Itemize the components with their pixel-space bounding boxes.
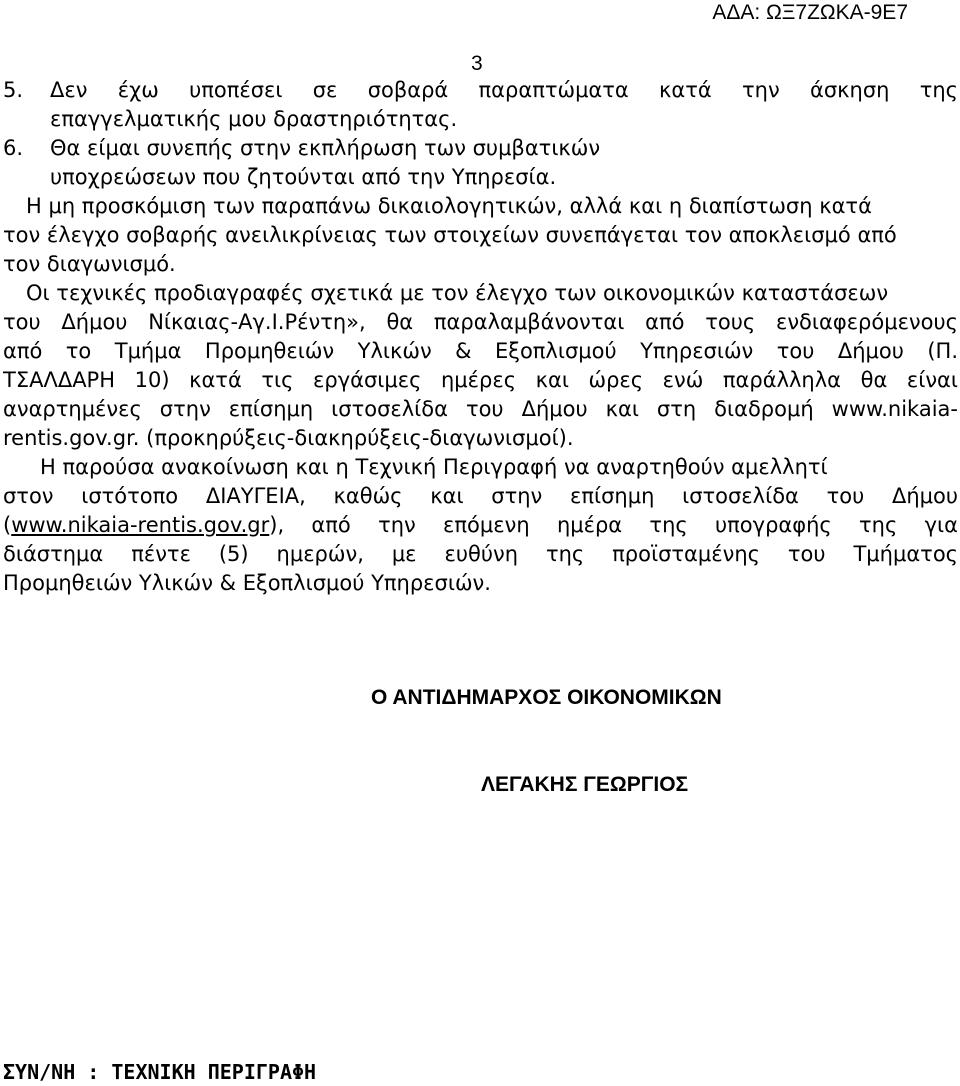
list-item-5-cont: επαγγελματικής μου δραστηριότητας. — [50, 107, 458, 131]
paragraph-line: στον ιστότοπο ΔΙΑΥΓΕΙΑ, καθώς και στην επίσημη ιστοσελίδα του Δήμου — [3, 484, 958, 508]
paren-open: ( — [3, 513, 12, 537]
paragraph-exclusion — [3, 192, 958, 279]
list-item-text: Θα είμαι συνεπής στην εκπλήρωση των συμβατικών — [50, 136, 601, 160]
list-item-number: 5. — [3, 78, 24, 102]
paragraph-specs — [3, 279, 958, 453]
list-item-text: Δεν έχω υποπέσει σε σοβαρά παραπτώματα κατά την άσκηση της — [50, 78, 958, 102]
paragraph-line: τον διαγωνισμό. — [3, 252, 176, 276]
list-item-6-cont: υποχρεώσεων που ζητούνται από την Υπηρεσία. — [50, 165, 557, 189]
paragraph-line: Η παρούσα ανακοίνωση και η Τεχνική Περιγραφή να αναρτηθούν αμελλητί — [40, 455, 828, 479]
link-trailing-text: ), από την επόμενη ημέρα της υπογραφής της για — [269, 513, 958, 537]
paragraph-line: αναρτημένες στην επίσημη ιστοσελίδα του Δήμου και στη διαδρομή www.nikaia- — [3, 397, 958, 421]
paragraph-publication — [3, 453, 958, 598]
signatory-title: Ο ΑΝΤΙΔΗΜΑΡΧΟΣ ΟΙΚΟΝΟΜΙΚΩΝ — [371, 686, 722, 709]
paragraph-line: Οι τεχνικές προδιαγραφές σχετικά με τον έλεγχο των οικονομικών καταστάσεων — [26, 281, 889, 305]
signatory-name: ΛΕΓΑΚΗΣ ΓΕΩΡΓΙΟΣ — [481, 773, 689, 796]
paragraph-line: ΤΣΑΛΔΑΡΗ 10) κατά τις εργάσιμες ημέρες και ώρες ενώ παράλληλα θα είναι — [3, 368, 958, 392]
website-link[interactable]: www.nikaia-rentis.gov.gr — [11, 513, 270, 537]
paragraph-line: του Δήμου Νίκαιας-Αγ.Ι.Ρέντη», θα παραλαμβάνονται από τους ενδιαφερόμενους — [3, 310, 958, 334]
list-item-6 — [3, 134, 958, 163]
paragraph-line: τον έλεγχο σοβαρής ανειλικρίνειας των στοιχείων συνεπάγεται τον αποκλεισμό από — [3, 223, 897, 247]
numbered-items — [3, 76, 958, 192]
ada-code: ΑΔΑ: ΩΞ7ΖΩΚΑ-9Ε7 — [712, 1, 908, 24]
paragraph-line — [3, 511, 958, 540]
paragraph-line: Προμηθειών Υλικών & Εξοπλισμού Υπηρεσιών. — [3, 571, 491, 595]
paragraph-line: rentis.gov.gr. (προκηρύξεις-διακηρύξεις-διαγωνισμοί). — [3, 426, 574, 450]
attachment-note: ΣΥΝ/ΝΗ : ΤΕΧΝΙΚΗ ΠΕΡΙΓΡΑΦΗ — [3, 1060, 317, 1084]
list-item-5 — [3, 76, 958, 105]
paragraph-line: από το Τμήμα Προμηθειών Υλικών & Εξοπλισμού Υπηρεσιών του Δήμου (Π. — [3, 339, 958, 363]
paragraph-line: Η μη προσκόμιση των παραπάνω δικαιολογητικών, αλλά και η διαπίστωση κατά — [26, 194, 872, 218]
list-item-number: 6. — [3, 136, 24, 160]
page-number: 3 — [471, 52, 483, 75]
paragraph-line: διάστημα πέντε (5) ημερών, με ευθύνη της προϊσταμένης του Τμήματος — [3, 542, 958, 566]
